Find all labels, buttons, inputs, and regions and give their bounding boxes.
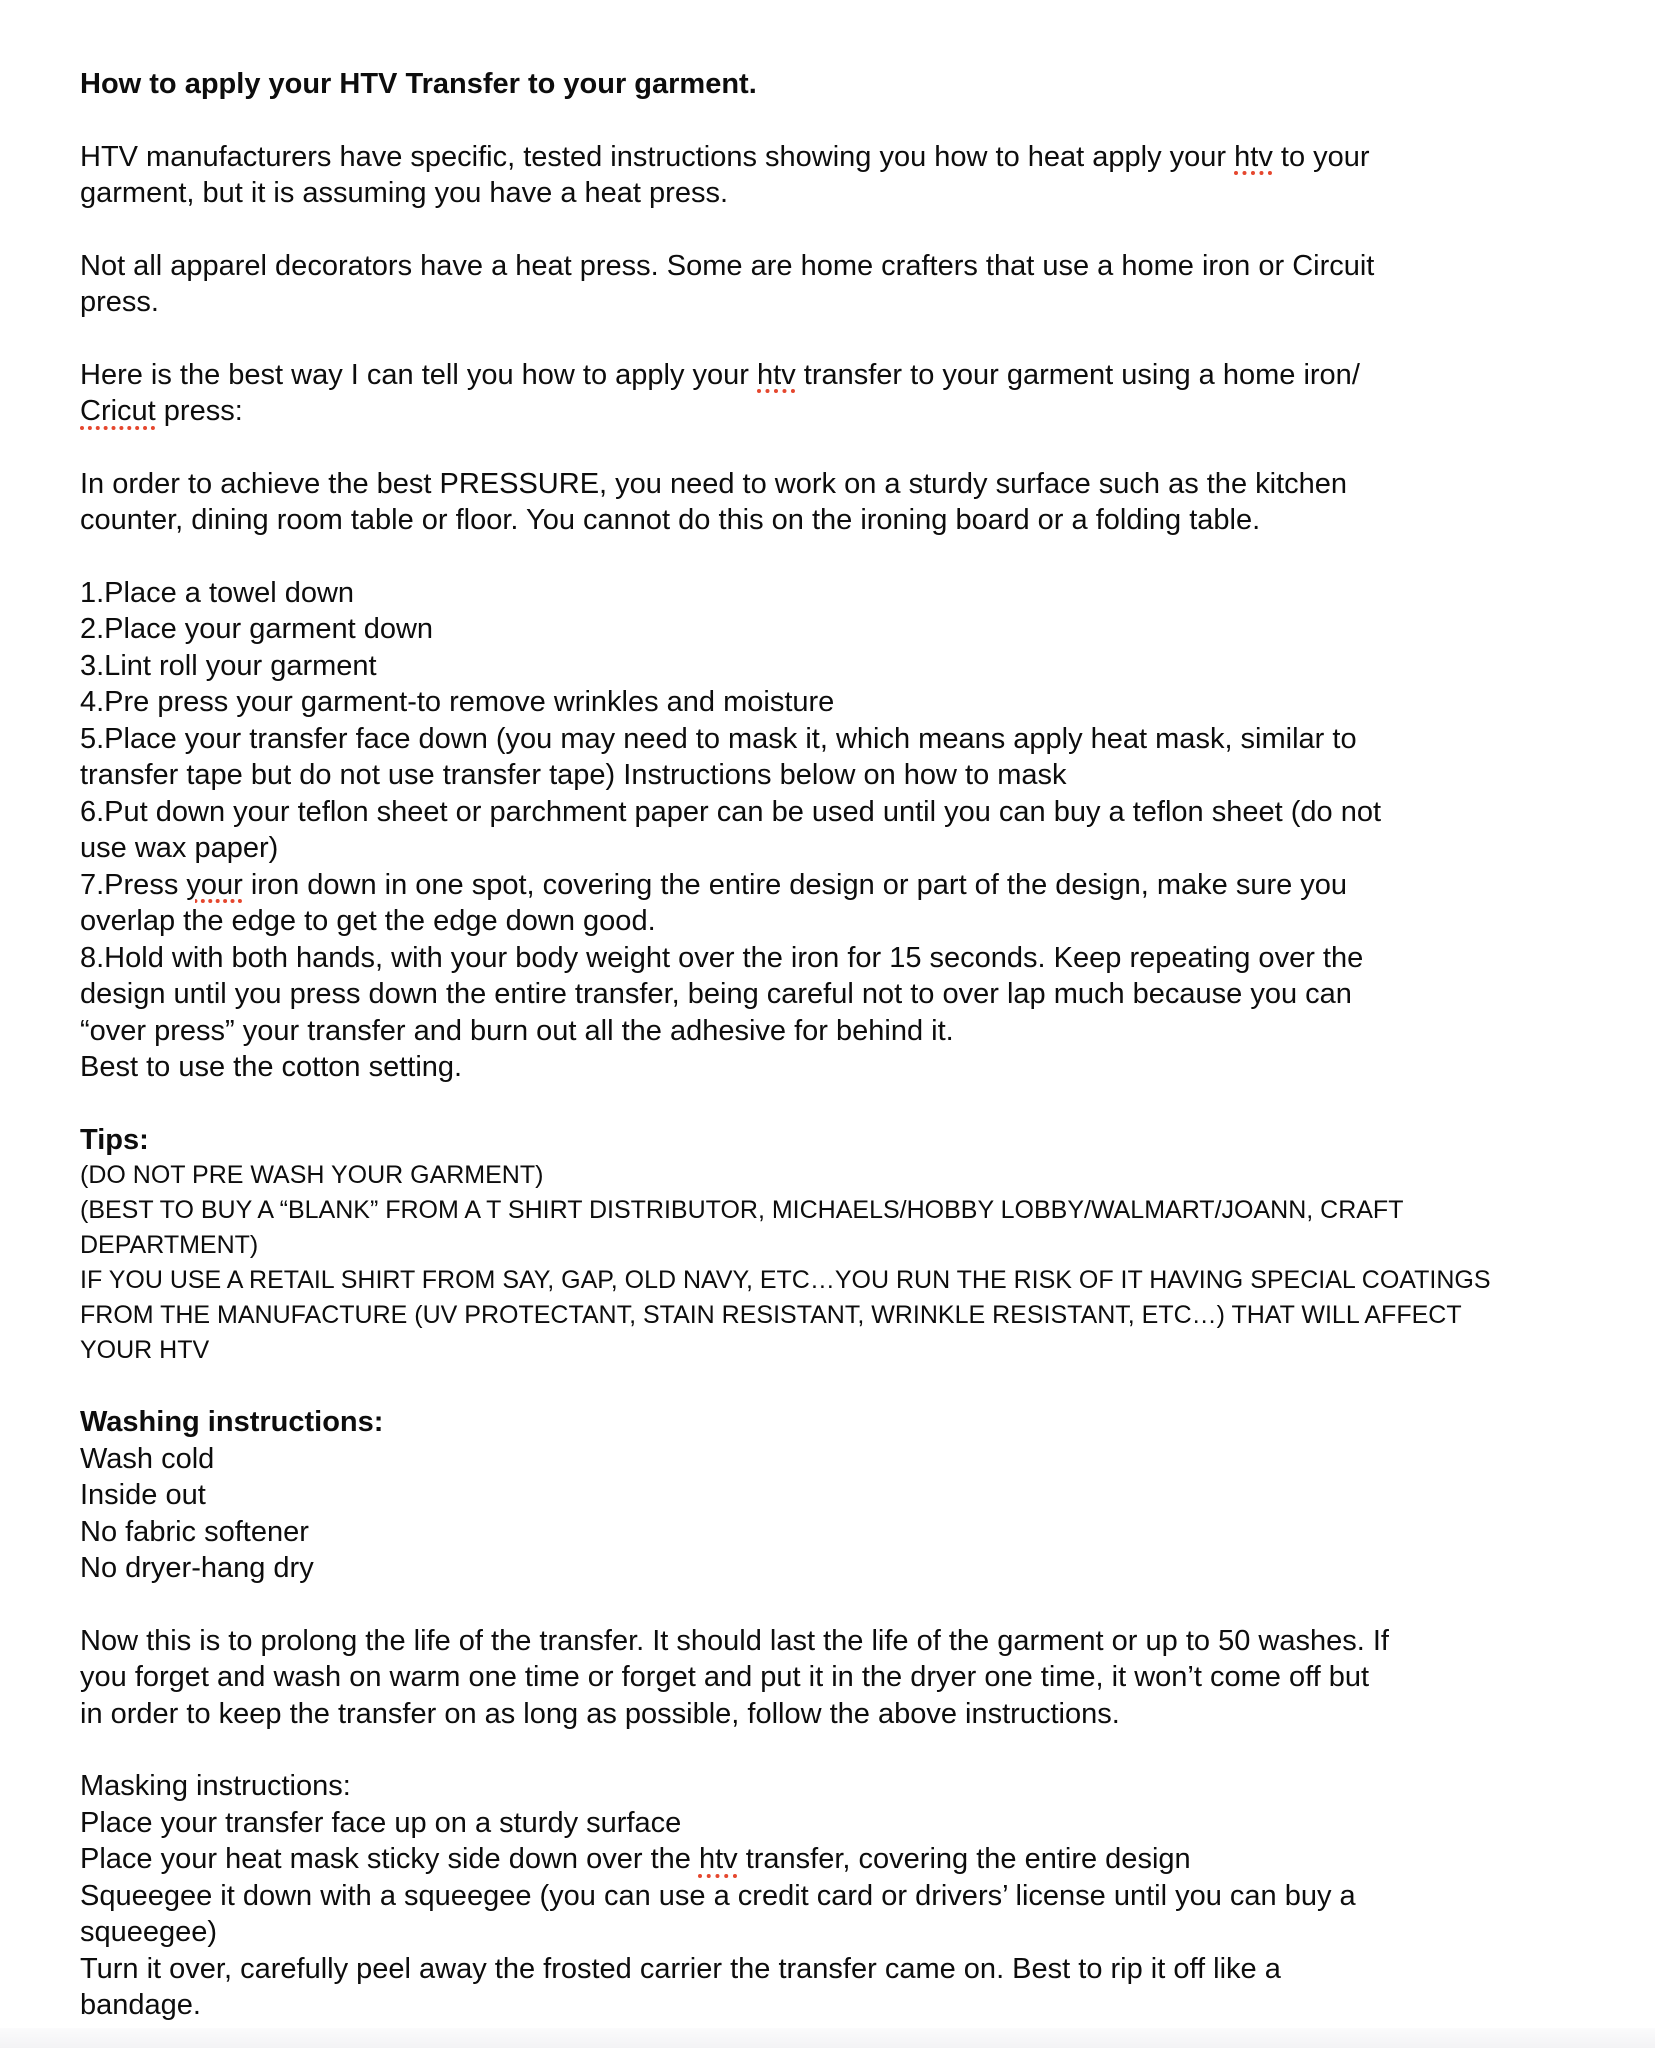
text-line (80, 250, 1374, 282)
text-line (80, 1953, 1281, 1985)
text-run: 1.Place a towel down (80, 576, 355, 609)
text-line (80, 650, 377, 682)
text-run: Here is the best way I can tell you how to apply your (80, 358, 758, 391)
misspelled-word: htv (757, 358, 796, 391)
text-line (80, 1266, 1491, 1294)
washing-heading (80, 1404, 1577, 1441)
paragraph-pressure (80, 466, 1577, 539)
text-run: transfer tape but do not use transfer tape) Instructions below on how to mask (80, 759, 1067, 791)
text-run: 3.Lint roll your garment (80, 649, 377, 682)
text-run: “over press” your transfer and burn out all the adhesive for behind it. (80, 1014, 954, 1047)
misspelled-word: Cricut (80, 395, 156, 427)
paragraph-not-all-decorators (80, 248, 1577, 321)
text-run: Tips: (80, 1123, 149, 1156)
text-run: FROM THE MANUFACTURE (UV PROTECTANT, STAIN RESISTANT, WRINKLE RESISTANT, ETC…) THAT WILL AFFECT (80, 1301, 1462, 1329)
text-line (80, 723, 1357, 755)
text-run: bandage. (80, 1989, 201, 2021)
text-run: counter, dining room table or floor. You cannot do this on the ironing board or a folding table. (80, 504, 1261, 536)
text-run: Inside out (80, 1479, 206, 1511)
text-run: No fabric softener (80, 1515, 309, 1548)
text-line (80, 577, 354, 609)
text-line (80, 1051, 462, 1083)
text-line (80, 1516, 309, 1548)
text-run: Not all apparel decorators have a heat press. Some are home crafters that use a home iron or Circuit (80, 249, 1375, 282)
text-run: press: (155, 395, 243, 427)
masking-section (80, 1768, 1577, 2024)
text-line (80, 1301, 1462, 1329)
text-line (80, 942, 1363, 974)
text-run: Washing instructions: (80, 1406, 384, 1438)
paragraph-best-way (80, 357, 1577, 430)
text-run: How to apply your HTV Transfer to your garment. (80, 68, 757, 100)
text-line (80, 395, 243, 427)
text-line (80, 978, 1352, 1010)
text-line (80, 613, 433, 645)
text-line (80, 68, 757, 100)
text-run: 4.Pre press your garment-to remove wrinkles and moisture (80, 686, 835, 718)
text-line (80, 1479, 206, 1511)
window-bottom-band (0, 2028, 1655, 2048)
misspelled-word: your (186, 868, 243, 901)
text-run: HTV manufacturers have specific, tested instructions showing you how to heat apply your (80, 140, 1235, 173)
text-line (80, 286, 159, 318)
text-line (80, 832, 278, 864)
text-run: you forget and wash on warm one time or forget and put it in the dryer one time, it won’t come off but (80, 1661, 1370, 1693)
tips-list (80, 1158, 1577, 1368)
text-run: transfer to your garment using a home iron/ (795, 358, 1360, 391)
text-run: design until you press down the entire transfer, being careful not to over lap much because you can (80, 978, 1352, 1010)
text-run: Wash cold (80, 1442, 215, 1475)
text-line (80, 1015, 954, 1047)
text-run: press. (80, 286, 159, 318)
text-line (80, 905, 656, 937)
text-run: 2.Place your garment down (80, 613, 434, 645)
tips-heading (80, 1122, 1577, 1159)
text-run: 8.Hold with both hands, with your body weight over the iron for 15 seconds. Keep repeating over the (80, 941, 1364, 974)
text-line (80, 1807, 681, 1839)
text-line (80, 1196, 1403, 1224)
text-run: squeegee) (80, 1916, 218, 1948)
text-run: Place your heat mask sticky side down over the (80, 1843, 699, 1875)
text-run: Squeegee it down with a squeegee (you can use a credit card or drivers’ license until you can buy a (80, 1879, 1356, 1912)
misspelled-word: htv (698, 1843, 738, 1875)
text-run: No dryer-hang dry (80, 1552, 314, 1584)
paragraph-manufacturers (80, 139, 1577, 212)
washing-list (80, 1441, 1577, 1587)
text-run: to your (1272, 140, 1370, 173)
text-line (80, 359, 1360, 391)
misspelled-word: htv (1234, 140, 1273, 173)
text-line (80, 869, 1347, 901)
text-line (80, 759, 1067, 791)
text-run: Best to use the cotton setting. (80, 1051, 463, 1083)
text-line (80, 1661, 1369, 1693)
text-line (80, 1880, 1356, 1912)
text-run: Place your transfer face up on a sturdy surface (80, 1806, 682, 1839)
text-line (80, 504, 1260, 536)
text-run: 7.Press (80, 868, 187, 901)
text-run: 6.Put down your teflon sheet or parchment paper can be used until you can buy a teflon sheet (do not (80, 795, 1382, 828)
text-line (80, 1406, 383, 1438)
text-line (80, 1552, 314, 1584)
text-run: use wax paper) (80, 832, 279, 864)
text-line (80, 686, 834, 718)
text-line (80, 141, 1370, 173)
document-title (80, 66, 1577, 103)
text-run: DEPARTMENT) (80, 1231, 259, 1259)
text-line (80, 1625, 1389, 1657)
text-run: Turn it over, carefully peel away the frosted carrier the transfer came on. Best to rip it off like a (80, 1952, 1281, 1985)
text-run: overlap the edge to get the edge down good. (80, 905, 656, 937)
text-line (80, 1231, 258, 1259)
text-run: YOUR HTV (80, 1336, 210, 1364)
text-line (80, 1336, 209, 1364)
text-run: transfer, covering the entire design (737, 1843, 1191, 1875)
text-line (80, 796, 1381, 828)
text-line (80, 1989, 201, 2021)
text-line (80, 1698, 1120, 1730)
document-body (80, 66, 1577, 2024)
text-run: IF YOU USE A RETAIL SHIRT FROM SAY, GAP, OLD NAVY, ETC…YOU RUN THE RISK OF IT HAVING SPECIAL COATINGS (80, 1266, 1491, 1294)
text-run: 5.Place your transfer face down (you may need to mask it, which means apply heat mask, similar to (80, 722, 1357, 755)
numbered-steps (80, 575, 1577, 1086)
text-run: iron down in one spot, covering the entire design or part of the design, make sure you (242, 868, 1348, 901)
text-line (80, 1770, 351, 1802)
text-run: In order to achieve the best PRESSURE, you need to work on a sturdy surface such as the kitchen (80, 467, 1348, 500)
text-line (80, 1161, 543, 1189)
text-line (80, 1124, 149, 1156)
text-run: (BEST TO BUY A “BLANK” FROM A T SHIRT DISTRIBUTOR, MICHAELS/HOBBY LOBBY/WALMART/JOANN, CRAFT (80, 1196, 1404, 1224)
text-run: Masking instructions: (80, 1770, 351, 1802)
text-line (80, 1916, 217, 1948)
text-line (80, 468, 1347, 500)
text-line (80, 1443, 214, 1475)
text-run: garment, but it is assuming you have a heat press. (80, 177, 729, 209)
text-run: in order to keep the transfer on as long as possible, follow the above instructions. (80, 1697, 1120, 1730)
text-run: (DO NOT PRE WASH YOUR GARMENT) (80, 1161, 544, 1189)
text-line (80, 177, 728, 209)
text-run: Now this is to prolong the life of the transfer. It should last the life of the garment or up to 50 washes. If (80, 1624, 1389, 1657)
text-line (80, 1843, 1191, 1875)
paragraph-prolong (80, 1623, 1577, 1733)
